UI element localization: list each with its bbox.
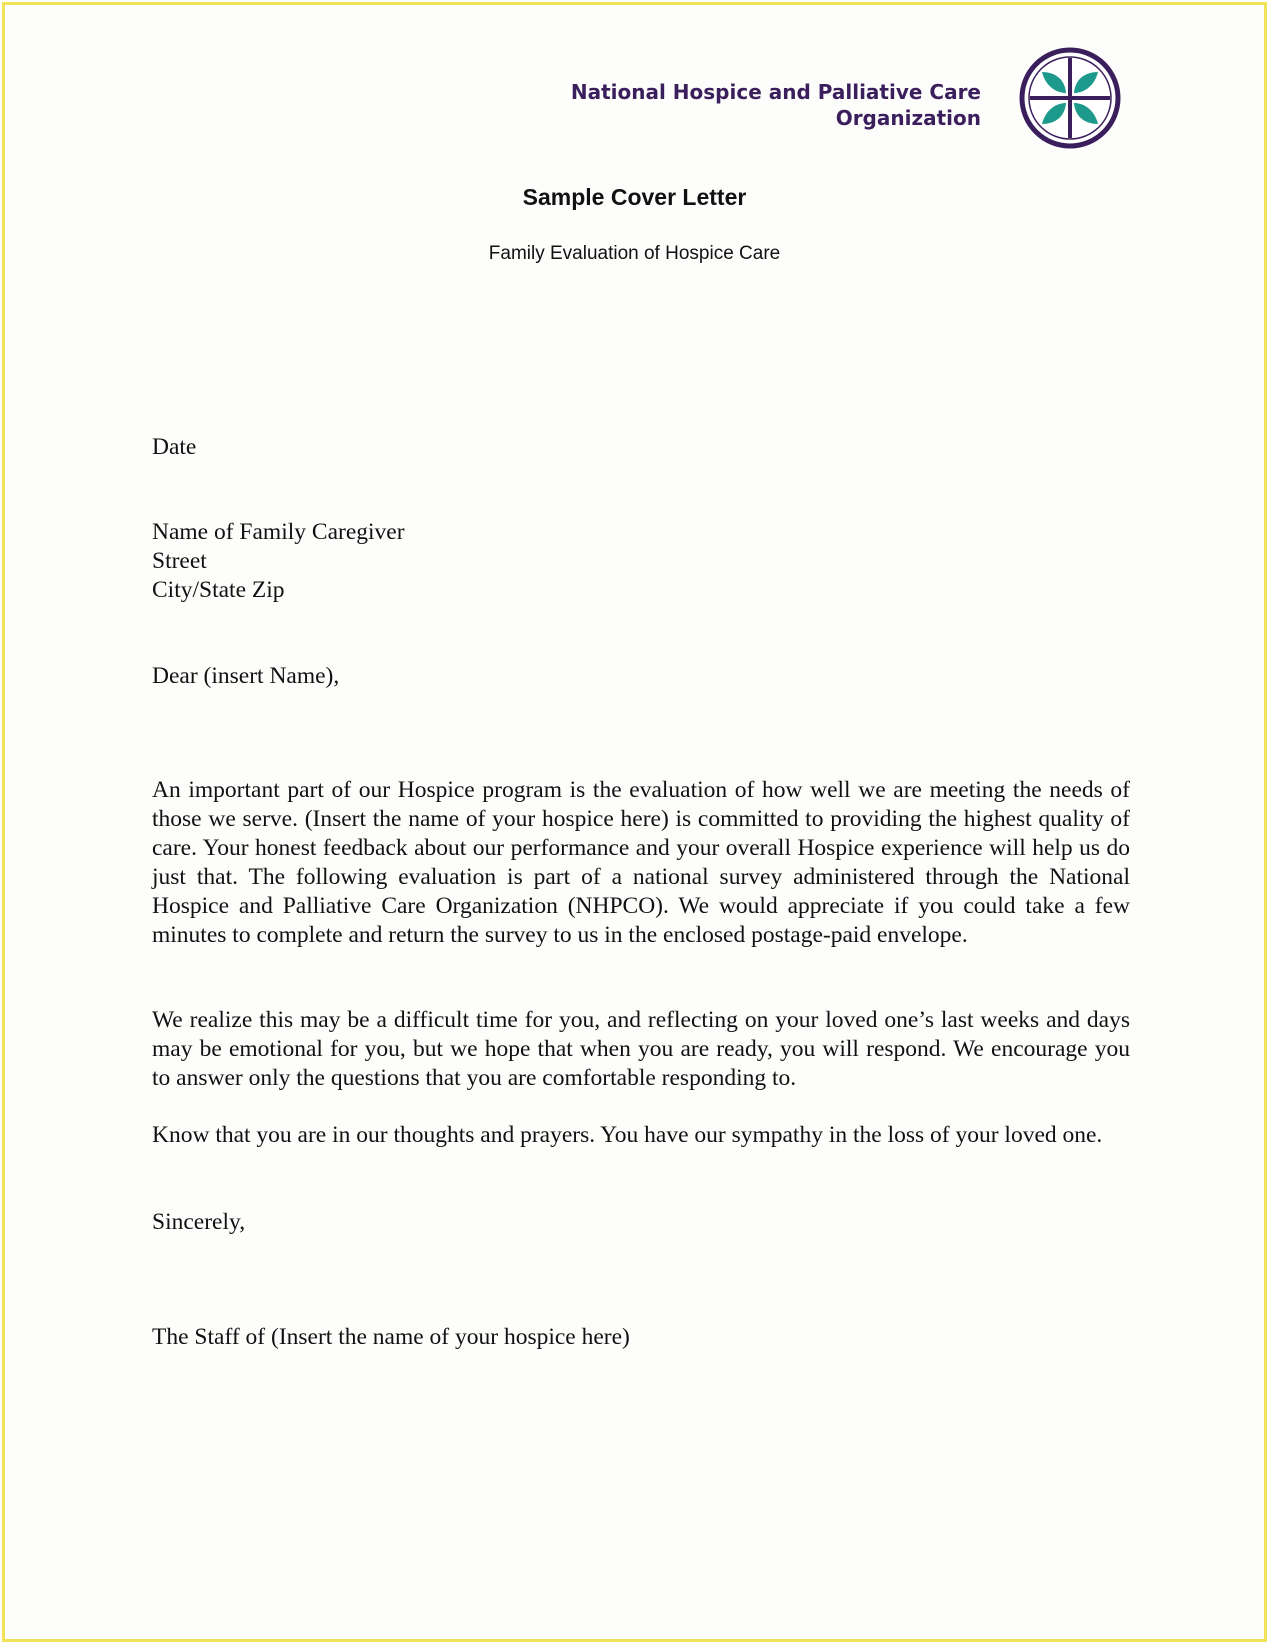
- organization-name: [571, 79, 981, 131]
- organization-name-line2: Organization: [835, 106, 981, 130]
- recipient-address: [152, 518, 1130, 605]
- body-paragraph-3: Know that you are in our thoughts and prayers. You have our sympathy in the loss of your loved one.: [152, 1122, 1103, 1148]
- nhpco-logo-icon: [1018, 46, 1122, 150]
- document-title: Sample Cover Letter: [522, 184, 747, 210]
- body-paragraph-1: An important part of our Hospice program is the evaluation of how well we are meeting the needs of those we serve. (Insert the name of your hospice here) is committed to providing the highest quality of care. Your honest feedback about our performance and your overall Hospice experience will help us do just that. The following evaluation is part of a national survey administered through the National Hospice and Palliative Care Organization (NHPCO). We would appreciate if you could take a few minutes to complete and return the survey to us in the enclosed postage-paid envelope.: [152, 777, 1130, 948]
- salutation: Dear (insert Name),: [152, 663, 340, 689]
- document-subtitle: Family Evaluation of Hospice Care: [488, 243, 781, 264]
- letter-page: [2, 2, 1267, 1642]
- organization-name-line1: National Hospice and Palliative Care: [570, 80, 981, 104]
- signature: The Staff of (Insert the name of your hospice here): [152, 1324, 630, 1350]
- address-line: Name of Family Caregiver: [152, 519, 405, 545]
- letter-date: Date: [152, 434, 197, 460]
- body-paragraph-2: We realize this may be a difficult time for you, and reflecting on your loved one’s last weeks and days may be emotional for you, but we hope that when you are ready, you will respond. We encourage you to answer only the questions that you are comfortable responding to.: [152, 1007, 1130, 1091]
- closing: Sincerely,: [152, 1209, 246, 1235]
- address-line: City/State Zip: [152, 577, 285, 603]
- address-line: Street: [152, 548, 207, 574]
